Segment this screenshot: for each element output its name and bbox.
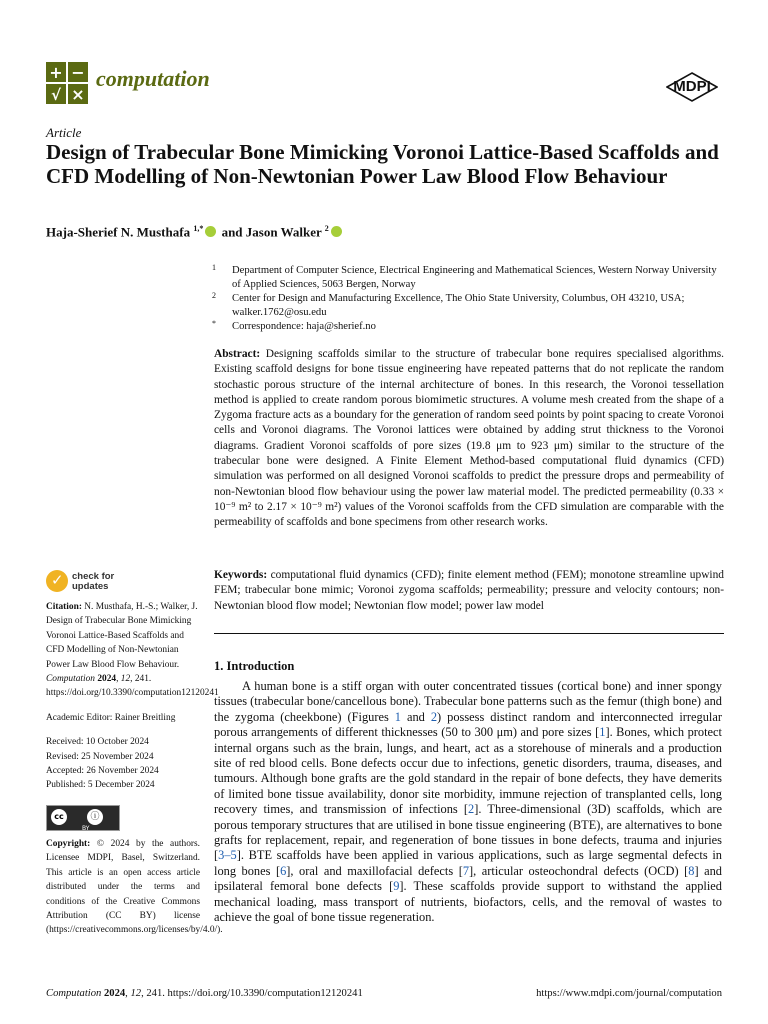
body-text: ]. BTE scaffolds have been applied in various applications, such as large segmental defects in long bones [ [214, 848, 722, 878]
logo-plus-icon: + [49, 63, 63, 82]
citation-text: N. Musthafa, H.-S.; Walker, J. Design of Trabecular Bone Mimicking Voronoi Lattice-Based Scaffolds and CFD Modelling of Non-Newtonian Power Law Blood Flow Behaviour. [46, 602, 198, 670]
reference-link[interactable]: 7 [462, 863, 470, 878]
journal-name: computation [96, 66, 210, 91]
affiliation-item [212, 264, 724, 291]
affiliation-text: Center for Design and Manufacturing Excellence, The Ohio State University, Columbus, OH 43210, USA; walker.1762@osu.edu [232, 293, 685, 318]
keywords-text: computational fluid dynamics (CFD); finite element method (FEM); monotone streamline upwind FEM; trabecular bone mimic; Voronoi zygoma scaffolds; permeability; pressure and velocity contours; non-Newtonian blood flow model; Newtonian flow model; power law model [214, 569, 724, 612]
body-text: ], articular osteochondral defects (OCD) [ [469, 863, 689, 878]
footer-citation: Computation 2024, 12, 241. https://doi.org/10.3390/computation12120241 [46, 988, 363, 999]
citation-journal: Computation [46, 674, 95, 685]
citation-doi[interactable]: , 241. https://doi.org/10.3390/computation12120241 [46, 674, 219, 699]
body-text: ]. Bones, which protect internal organs such as the brain, lungs, and heart, act as a storehouse of minerals and a production site of red blood cells. Bone defects occur due to infections, genetic disorders, trauma, diseases, and tumours. Although bone grafts are the gold standard in the repair of bone defects, they have demerits of limited bone tissue availability, donor site morbidity, immune rejection of transplanted cells, long recovery times, and transmission of infections [ [214, 725, 722, 817]
citation: Citation: N. Musthafa, H.-S.; Walker, J. Design of Trabecular Bone Mimicking Voronoi Lattice-Based Scaffolds and CFD Modelling of Non-Newtonian Power Law Blood Flow Behaviour. Computation 2024, 12, 241. https://doi.org/10.3390/computation12120241 [46, 602, 219, 699]
footer-doi[interactable]: , 241. https://doi.org/10.3390/computation12120241 [141, 988, 363, 999]
abstract-label: Abstract: [214, 348, 261, 360]
received-date: Received: 10 October 2024 [46, 737, 149, 748]
body-text: and [401, 709, 431, 724]
affiliations [212, 264, 724, 335]
orcid-icon[interactable] [205, 226, 216, 237]
reference-link[interactable]: 1 [599, 725, 606, 740]
check-updates-icon: ✓ [46, 570, 68, 592]
author-affil-sup: 2 [324, 224, 329, 233]
intro-paragraph [214, 679, 722, 926]
revised-date: Revised: 25 November 2024 [46, 751, 154, 762]
affiliation-item [212, 320, 724, 334]
paper-title: Design of Trabecular Bone Mimicking Voronoi Lattice-Based Scaffolds and CFD Modelling of Non-Newtonian Power Law Blood Flow Behaviour [46, 140, 719, 188]
author-name: Jason Walker [245, 224, 322, 240]
figure-link[interactable]: 2 [430, 709, 438, 724]
person-icon: ⓘ [87, 809, 103, 825]
by-label: BY [82, 824, 90, 832]
footer-journal-url[interactable]: https://www.mdpi.com/journal/computation [536, 988, 722, 999]
affiliation-text: Department of Computer Science, Electrical Engineering and Mathematical Sciences, Western Norway University of Applied Sciences, 5063 Bergen, Norway [232, 265, 717, 290]
check-updates-line2: updates [72, 581, 109, 592]
author-connector: and [221, 224, 243, 240]
body-text: A human bone is a stiff organ with outer concentrated tissues (cortical bone) and inner spongy tissues (trabecular bone/cancellous bone). Trabecular bone patterns such as the femur (thigh bone) and the zygoma (cheekbone) (Figures [214, 679, 722, 724]
sidebar [46, 600, 223, 938]
author-name: Haja-Sherief N. Musthafa [46, 224, 191, 240]
author-list [46, 224, 344, 240]
reference-link[interactable]: 9 [393, 879, 400, 894]
affiliation-number: * [212, 319, 216, 328]
section-divider [214, 633, 724, 634]
abstract [214, 347, 724, 531]
cc-icon: cc [51, 809, 67, 825]
figure-link[interactable]: 1 [394, 709, 401, 724]
body-text: ] and ipsilateral femoral bone defects [ [214, 863, 722, 894]
author-affil-sup: 1,* [193, 224, 204, 233]
citation-volume: 12 [120, 674, 131, 685]
published-date: Published: 5 December 2024 [46, 780, 155, 791]
abstract-text: Designing scaffolds similar to the structure of trabecular bone requires specialised algorithms. Existing scaffold designs for bone tissue engineering have repeated patterns that do not replicate the random stochastic porous structure of the internal architecture of bones. In this research, the Voronoi tessellation method is applied to create random porous biomimetic structures. A volume mesh created from the shape of a Zygoma fracture acts as a boundary for the generation of random seed points by point spacing to create Voronoi cells and Voronoi diagrams. The Voronoi lattices were obtained by adding strut thickness to the Voronoi diagrams. Gradient Voronoi scaffolds of pore sizes (19.8 μm to 923 μm) similar to the structure of the trabecular bone were designed. A Finite Element Method-based computational fluid dynamics (CFD) simulation was performed on all designed Voronoi scaffolds to predict the pressure drops and permeability of non-Newtonian blood flow behaviour using the power law material model. The predicted permeability (0.33 × 10⁻⁹ m² to 2.17 × 10⁻⁹ m²) values of the Voronoi scaffolds from the CFD simulation are comparable with the permeability of scaffolds and bone specimens from other research works. [214, 348, 724, 529]
footer-volume: 12 [130, 988, 142, 999]
cc-license-badge[interactable] [46, 805, 120, 831]
reference-link[interactable]: 2 [468, 802, 475, 817]
body-text: ]. These scaffolds provide support to withstand the applied mechanical loading, mass transport of nutrients, biofactors, cells, and the removal of wastes to achieve the goal of bone tissue regeneration. [214, 879, 722, 925]
affiliation-text: Correspondence: haja@sherief.no [232, 321, 376, 332]
logo-sqrt-icon: √ [50, 86, 62, 104]
reference-link[interactable]: 6 [280, 863, 287, 878]
publisher-name: MDPI [673, 78, 711, 95]
logo-times-icon: × [71, 85, 85, 104]
reference-link[interactable]: 3–5 [218, 848, 237, 863]
check-for-updates-button[interactable] [46, 570, 166, 596]
section-heading: 1. Introduction [214, 659, 295, 673]
publisher-logo [666, 72, 718, 102]
academic-editor: Academic Editor: Rainer Breitling [46, 712, 176, 723]
body-text: ) possess distinct random and interconnected irregular porous arrangements of different thicknesses (50 to 300 μm) and pore sizes [ [214, 709, 722, 740]
affiliation-number: 1 [212, 263, 216, 272]
logo-minus-icon: − [71, 63, 85, 82]
article-type: Article [46, 125, 82, 140]
keywords-label: Keywords: [214, 569, 268, 581]
affiliation-number: 2 [212, 291, 216, 300]
copyright [46, 837, 223, 938]
copyright-text: © 2024 by the authors. Licensee MDPI, Basel, Switzerland. This article is an open access article distributed under the terms and conditions of the Creative Commons Attribution (CC BY) license (https://creativecommons.org/licenses/by/4.0/). [46, 838, 223, 936]
body-text: ]. Three-dimensional (3D) scaffolds, which are porous temporary structures that are utilised in bone tissue engineering (BTE), are alternatives to bone grafts for replacement, repair, and regeneration of bone tissues in bone defects, trauma and injuries [ [214, 802, 722, 863]
orcid-icon[interactable] [331, 226, 342, 237]
reference-link[interactable]: 8 [688, 863, 695, 878]
citation-year: 2024 [97, 674, 117, 685]
affiliation-item [212, 292, 724, 319]
check-updates-line1: check for [72, 571, 115, 582]
citation-label: Citation: [46, 602, 82, 612]
accepted-date: Accepted: 26 November 2024 [46, 766, 159, 777]
footer-year: 2024 [103, 988, 126, 999]
footer-journal: Computation [46, 988, 102, 999]
keywords [214, 568, 724, 614]
body-text: ], oral and maxillofacial defects [ [286, 863, 463, 878]
copyright-label: Copyright: [46, 838, 91, 849]
journal-logo [46, 62, 88, 104]
